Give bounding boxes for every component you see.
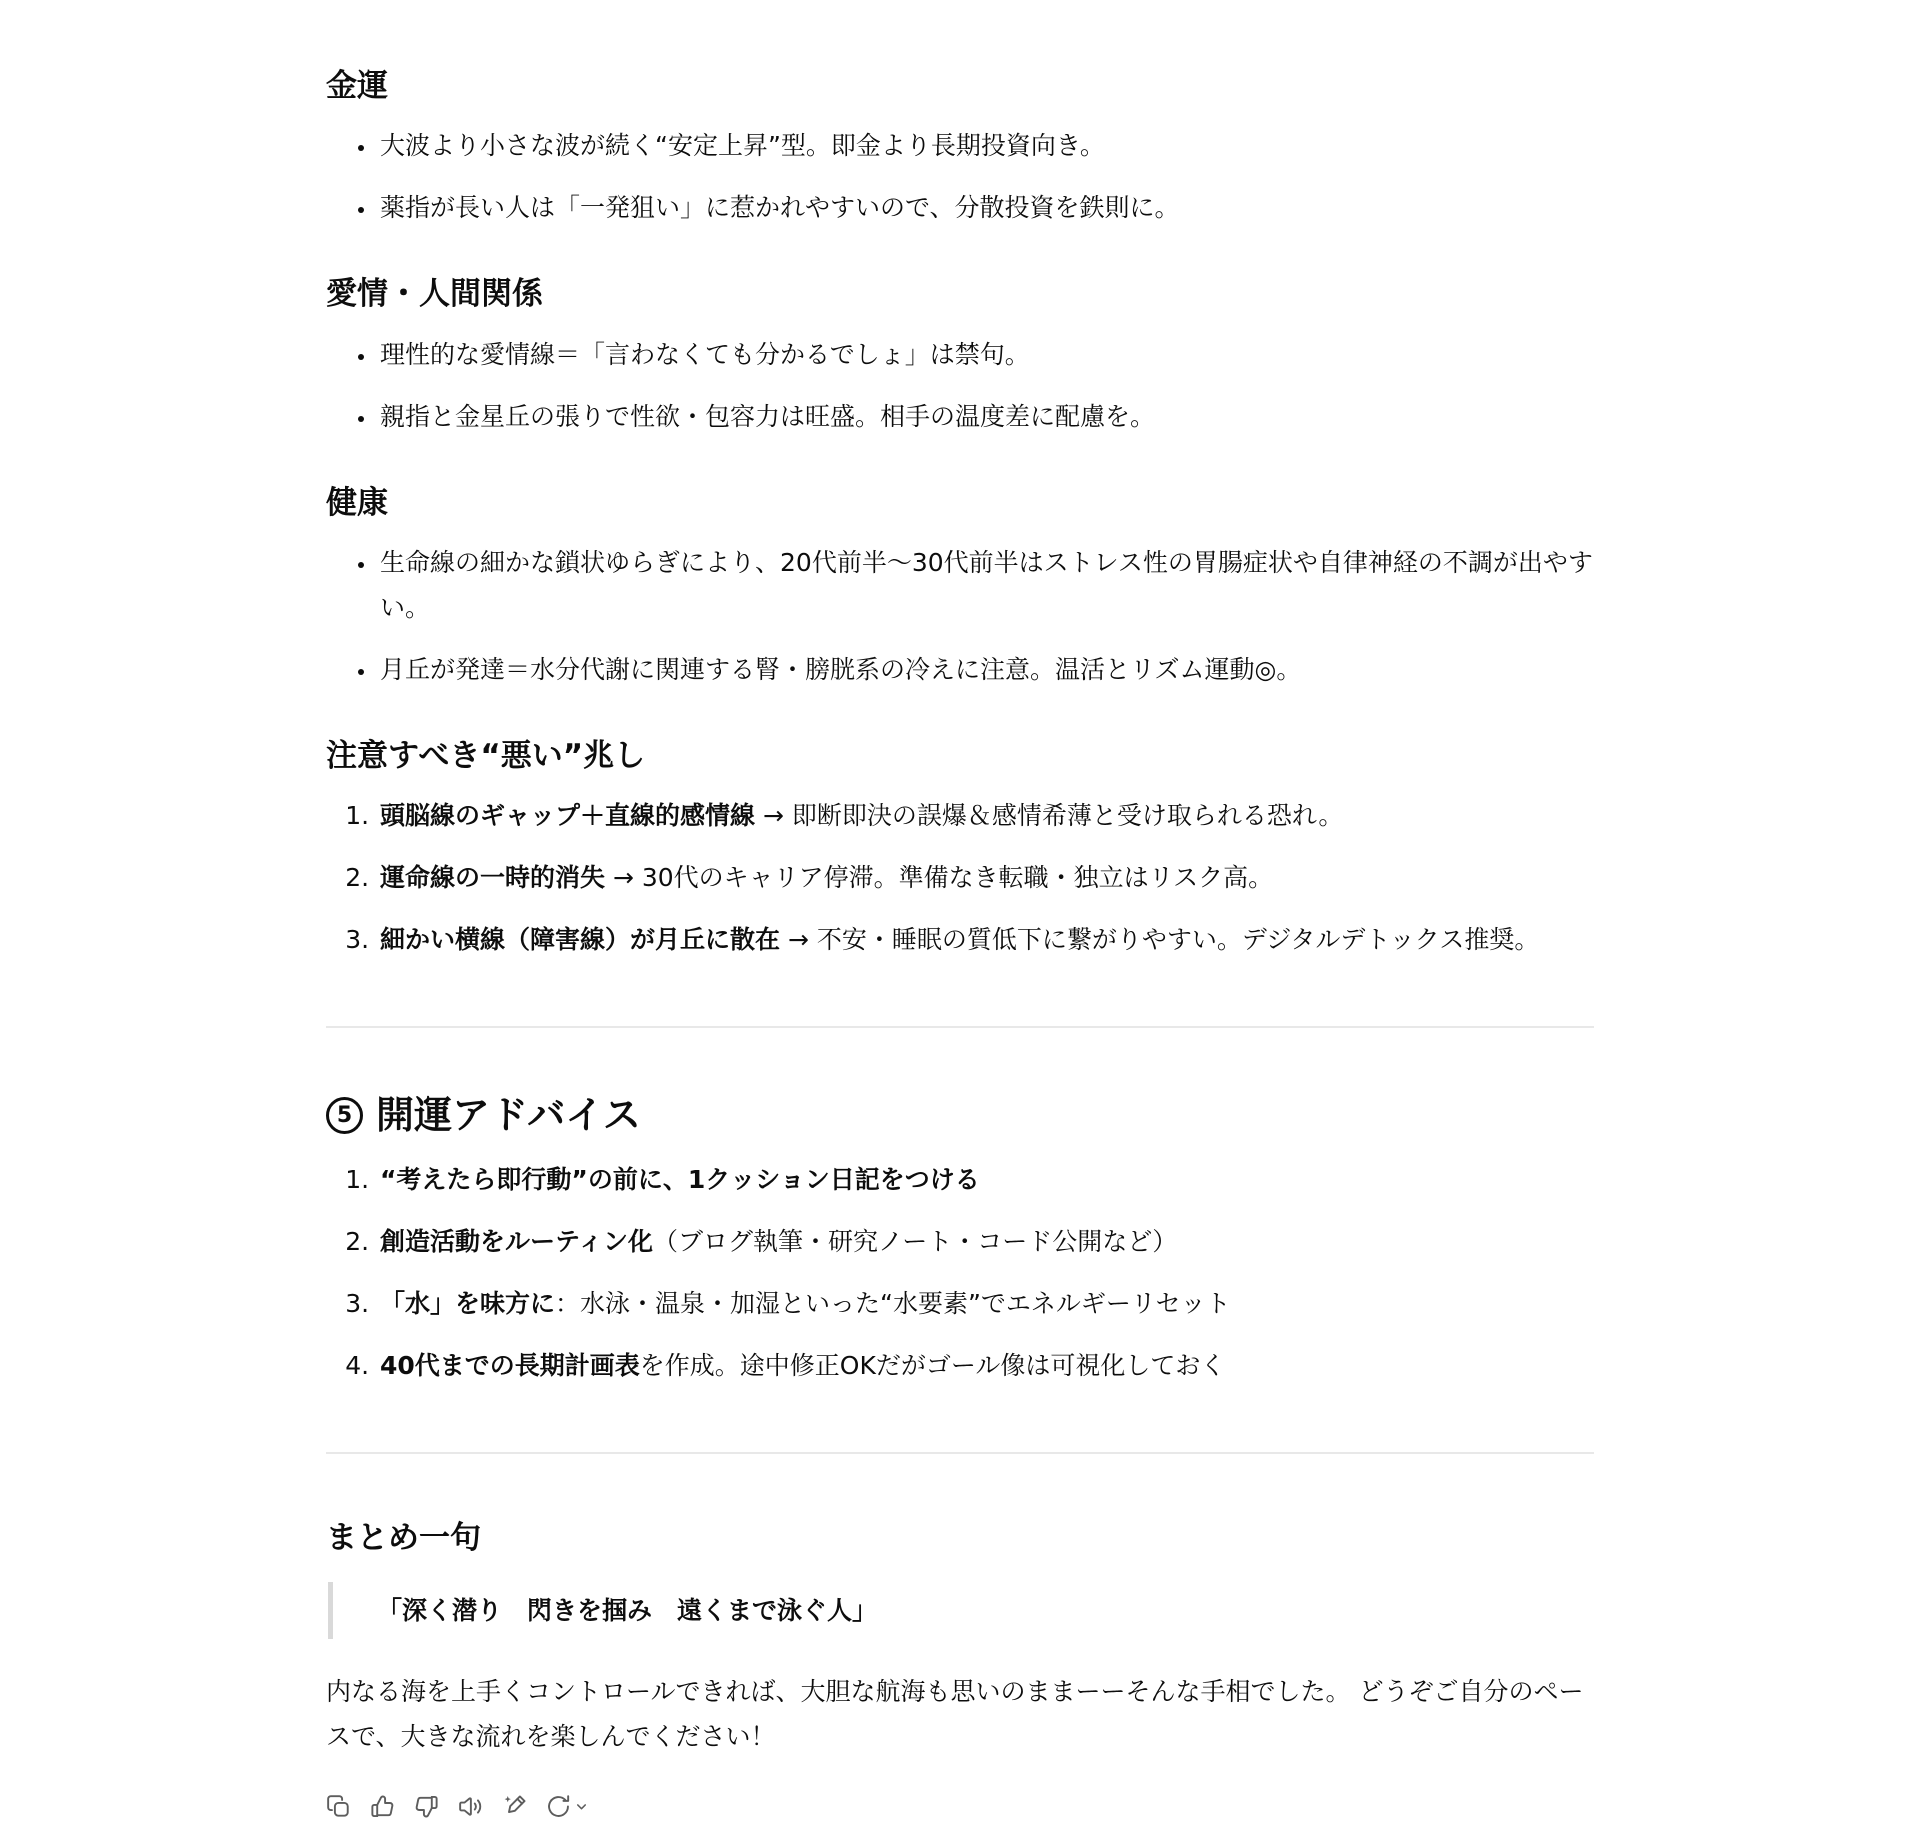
edit-pen-icon	[501, 1793, 528, 1820]
section-divider	[326, 1452, 1594, 1454]
main-heading-label: 開運アドバイス	[376, 1093, 641, 1138]
assistant-message	[326, 0, 1594, 1826]
message-content	[326, 66, 1594, 1759]
thumbs-up-icon	[369, 1793, 396, 1820]
section-heading: 金運	[326, 68, 388, 104]
message-action-bar	[319, 1787, 1594, 1826]
bullet-list	[326, 123, 1594, 230]
regenerate-button[interactable]	[539, 1787, 595, 1826]
list-item: • 大波より小さな波が続く“安定上昇”型。即金より長期投資向き。	[377, 123, 1594, 168]
copy-button[interactable]	[319, 1787, 358, 1826]
list-item: • 薬指が長い人は「一発狙い」に惹かれやすいので、分散投資を鉄則に。	[377, 185, 1594, 230]
list-item: • 親指と金星丘の張りで性欲・包容力は旺盛。相手の温度差に配慮を。	[377, 394, 1594, 439]
list-item: 3. 「水」を味方に：水泳・温泉・加湿といった“水要素”でエネルギーリセット	[377, 1281, 1594, 1326]
section-heading: 愛情・人間関係	[326, 276, 543, 313]
bullet-list	[326, 332, 1594, 439]
numbered-list	[326, 1157, 1594, 1388]
section-divider	[326, 1026, 1594, 1028]
list-item: 4. 40代までの長期計画表を作成。途中修正OKだがゴール像は可視化しておく	[377, 1343, 1594, 1388]
list-item: 1. “考えたら即行動”の前に、1クッション日記をつける	[377, 1157, 1594, 1202]
copy-icon	[325, 1793, 352, 1820]
bullet-list	[326, 540, 1594, 692]
numbered-list	[326, 793, 1594, 962]
speaker-icon	[457, 1793, 484, 1820]
list-item: 2. 創造活動をルーティン化（ブログ執筆・研究ノート・コード公開など）	[377, 1219, 1594, 1264]
list-item: • 理性的な愛情線＝「言わなくても分かるでしょ」は禁句。	[377, 332, 1594, 377]
edit-button[interactable]	[495, 1787, 534, 1826]
list-item: 3. 細かい横線（障害線）が月丘に散在 → 不安・睡眠の質低下に繋がりやすい。デジタルデトックス推奨。	[377, 917, 1594, 962]
list-item: • 月丘が発達＝水分代謝に関連する腎・膀胱系の冷えに注意。温活とリズム運動◎。	[377, 647, 1594, 692]
main-heading	[326, 1092, 1594, 1140]
regenerate-icon	[545, 1793, 572, 1820]
thumbs-up-button[interactable]	[363, 1787, 402, 1826]
list-item: 2. 運命線の一時的消失 → 30代のキャリア停滞。準備なき転職・独立はリスク高。	[377, 855, 1594, 900]
list-item: • 生命線の細かな鎖状ゆらぎにより、20代前半〜30代前半はストレス性の胃腸症状や自律神経の不調が出やすい。	[377, 540, 1594, 630]
section-heading: 健康	[326, 484, 388, 521]
read-aloud-button[interactable]	[451, 1787, 490, 1826]
chevron-down-icon	[574, 1799, 589, 1814]
section-heading: 注意すべき“悪い”兆し	[326, 737, 646, 774]
circled-number-badge: 5	[326, 1097, 363, 1134]
section-heading: まとめ一句	[326, 1519, 481, 1556]
list-item: 1. 頭脳線のギャップ＋直線的感情線 → 即断即決の誤爆＆感情希薄と受け取られる恐れ。	[377, 793, 1594, 838]
thumbs-down-icon	[413, 1793, 440, 1820]
summary-quote: 「深く潜り 閃きを掴み 遠くまで泳ぐ人」	[328, 1582, 1594, 1639]
thumbs-down-button[interactable]	[407, 1787, 446, 1826]
closing-paragraph: 内なる海を上手くコントロールできれば、大胆な航海も思いのままーーそんな手相でした。 どうぞご自分のペースで、大きな流れを楽しんでください！	[326, 1676, 1584, 1751]
